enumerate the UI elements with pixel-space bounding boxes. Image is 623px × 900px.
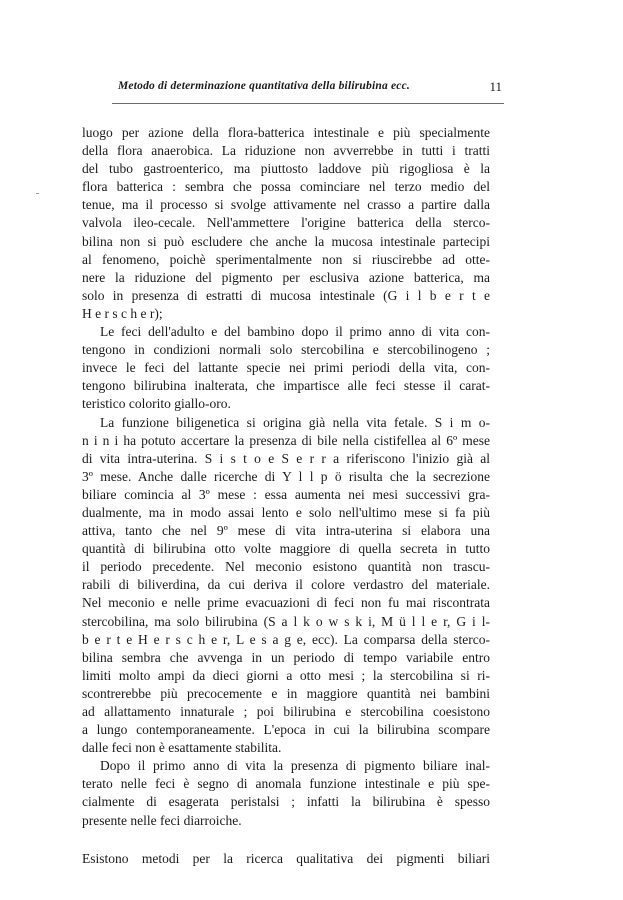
text-line: dualmente, ma in modo assai lento e solo nell'ultimo mese si fa più: [82, 504, 490, 520]
text-line: tengono bilirubina inalterata, che impartisce alle feci stesse il carat-: [82, 378, 490, 394]
text-line: del tubo gastroenterico, ma piuttosto laddove più rigogliosa è la: [82, 161, 490, 177]
paragraph-first-line: La funzione biligenetica si origina già nella vita fetale. S i m o-: [100, 414, 490, 430]
text-line: di vita intra-uterina. S i s t o e S e r r a riferiscono l'inizio già al: [82, 450, 490, 466]
paragraph-first-line: Le feci dell'adulto e del bambino dopo il primo anno di vita con-: [100, 324, 490, 340]
text-line: bilina sembra che avvenga in un periodo di tempo variabile entro: [82, 649, 490, 665]
text-line: ad allattamento innaturale ; poi bilirubina e stercobilina coesistono: [82, 704, 490, 719]
header-rule: [112, 103, 504, 104]
text-line: a lungo contemporaneamente. L'epoca in cui la bilirubina scompare: [82, 722, 490, 738]
text-line: dalle feci non è esattamente stabilita.: [82, 740, 282, 756]
text-line: quantità di bilirubina otto volte maggiore di quella secreta in tutto: [82, 541, 490, 557]
body-text: [82, 124, 490, 868]
text-line: terato nelle feci è segno di anomala funzione intestinale e più spe-: [82, 776, 490, 792]
page-header: [118, 80, 502, 100]
text-line: rabili di biliverdina, da cui deriva il colore verdastro del materiale.: [82, 577, 490, 593]
text-line: al fenomeno, poichè sperimentalmente non si riuscirebbe ad otte-: [82, 251, 490, 267]
text-line: nere la riduzione del pigmento per esclusiva azione batterica, ma: [82, 269, 490, 285]
text-line: invece le feci del lattante specie nei primi periodi della vita, con-: [82, 360, 490, 376]
paragraph-gap: [82, 830, 490, 850]
text-line: il periodo precedente. Nel meconio esistono quantità non trascu-: [82, 559, 490, 575]
text-line: Esistono metodi per la ricerca qualitativa dei pigmenti biliari: [82, 850, 490, 866]
text-line: 3º mese. Anche dalle ricerche di Y l l p ö risulta che la secrezione: [82, 468, 490, 484]
paragraph-first-line: Dopo il primo anno di vita la presenza di pigmento biliare inal-: [100, 758, 490, 774]
margin-speck: [36, 193, 39, 194]
text-line: solo in presenza di estratti di mucosa intestinale (G i l b e r t e: [82, 287, 490, 303]
text-line: attiva, tanto che nel 9º mese di vita intra-uterina si elabora una: [82, 523, 490, 539]
text-line: valvola ileo-cecale. Nell'ammettere l'origine batterica della sterco-: [82, 215, 490, 231]
text-line: tengono in condizioni normali solo stercobilina e stercobilinogeno ;: [82, 342, 490, 358]
text-line: cialmente di esagerata peristalsi ; infatti la bilirubina è spesso: [82, 794, 490, 810]
text-line: n i n i ha potuto accertare la presenza di bile nella cistifellea al 6º mese: [82, 432, 490, 448]
text-line: biliare comincia al 3º mese : essa aumenta nei mesi successivi gra-: [82, 486, 490, 502]
text-line: Nel meconio e nelle prime evacuazioni di feci non fu mai riscontrata: [82, 595, 490, 611]
text-line: bilina non si può escludere che anche la mucosa intestinale partecipi: [82, 233, 490, 249]
text-line: flora batterica : sembra che possa cominciare nel terzo medio del: [82, 179, 490, 195]
text-line: limiti molto ampi da dieci giorni a otto mesi ; la stercobilina si ri-: [82, 667, 490, 683]
page-number: 11: [489, 79, 502, 94]
text-line: della flora anaerobica. La riduzione non avverrebbe in tutti i tratti: [82, 143, 490, 159]
text-line: luogo per azione della flora-batterica intestinale e più specialmente: [82, 125, 490, 140]
text-line: presente nelle feci diarroiche.: [82, 812, 242, 828]
running-title: Metodo di determinazione quantitativa della bilirubina ecc.: [118, 80, 410, 92]
text-line: tenue, ma il processo si svolge attivamente nel crasso a partire dalla: [82, 197, 490, 213]
text-line: teristico colorito giallo-oro.: [82, 396, 231, 412]
text-line: H e r s c h e r);: [82, 305, 163, 321]
text-line: scontrerebbe più precocemente e in maggiore quantità nei bambini: [82, 685, 490, 701]
text-line: stercobilina, ma solo bilirubina (S a l k o w s k i, M ü l l e r, G i l-: [82, 613, 490, 629]
text-line: b e r t e H e r s c h e r, L e s a g e, ecc). La comparsa della sterco-: [82, 631, 490, 647]
